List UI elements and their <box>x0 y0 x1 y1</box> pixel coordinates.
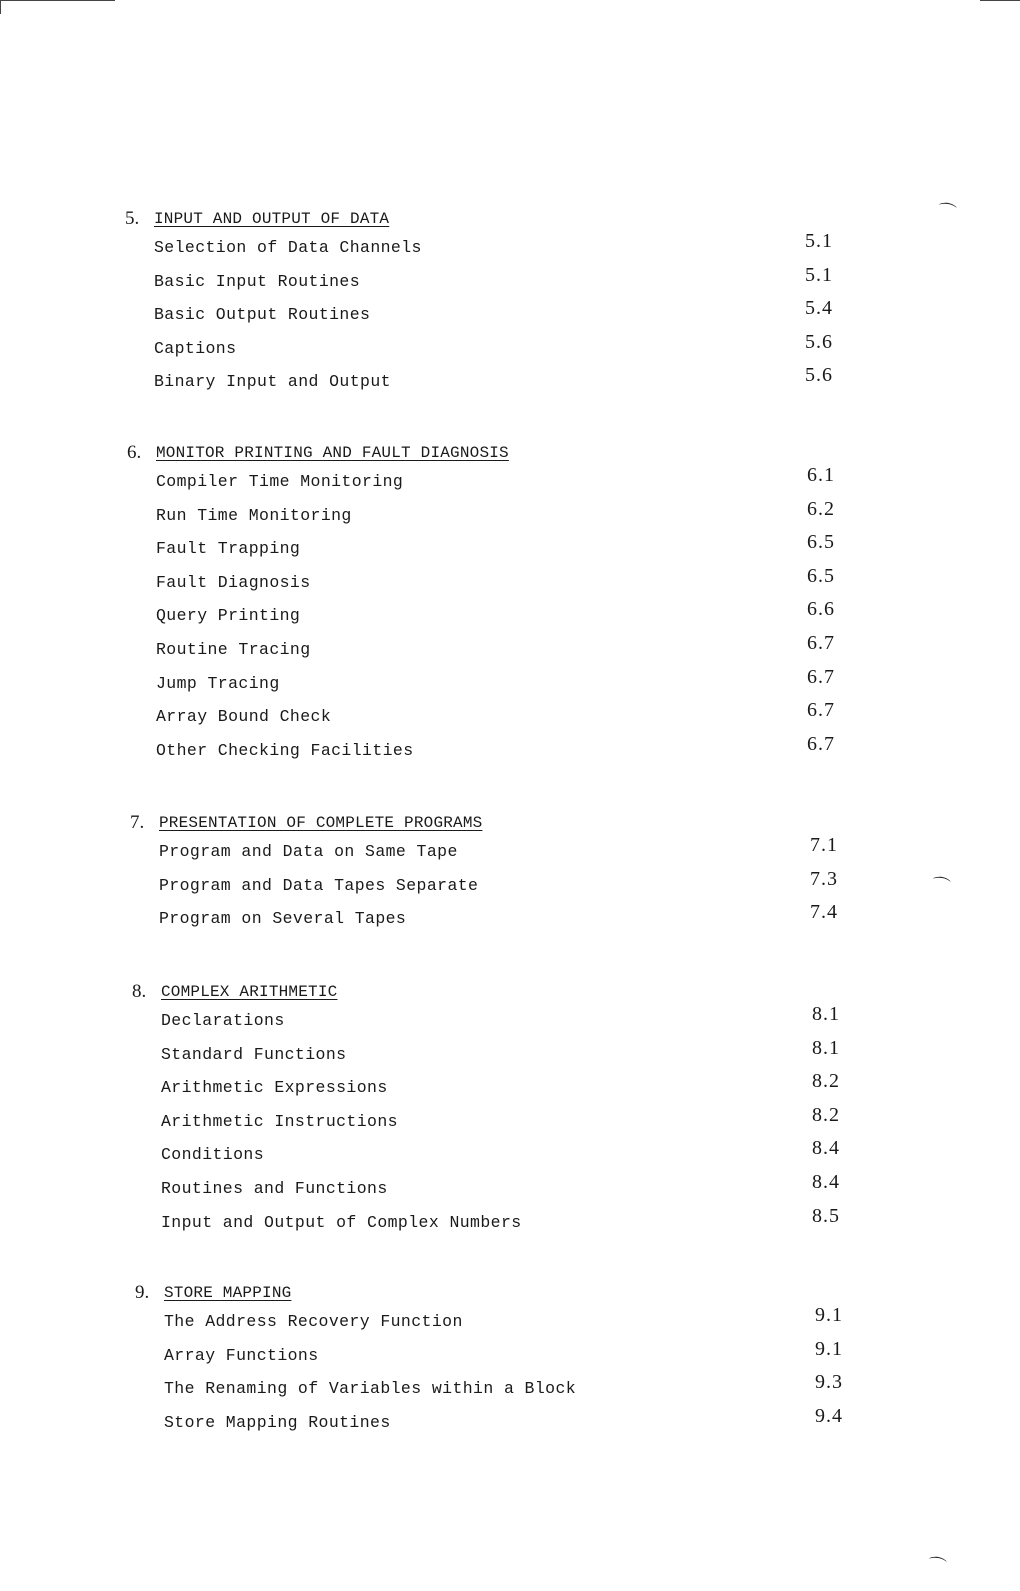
entry-label: Basic Output Routines <box>154 305 371 325</box>
toc-entry <box>125 263 885 302</box>
entry-page-number: 5.6 <box>805 330 833 353</box>
entry-label: Input and Output of Complex Numbers <box>161 1212 522 1232</box>
entry-page-number: 6.2 <box>807 497 835 520</box>
entry-label: Store Mapping Routines <box>164 1412 391 1432</box>
entry-label: Arithmetic Instructions <box>161 1111 398 1131</box>
entry-page-number: 5.6 <box>805 364 833 387</box>
entry-page-number: 6.7 <box>807 665 835 688</box>
entry-label: Routines and Functions <box>161 1178 388 1198</box>
toc-entry <box>125 230 885 268</box>
section-title: MONITOR PRINTING AND FAULT DIAGNOSIS <box>156 444 509 462</box>
entry-page-number: 6.1 <box>807 464 835 486</box>
toc-entry <box>127 665 887 704</box>
toc-entry <box>130 901 890 939</box>
scan-edge-line <box>980 0 1020 1</box>
toc-entry <box>127 464 887 502</box>
section-heading <box>125 204 885 234</box>
entry-page-number: 7.4 <box>810 901 838 924</box>
entry-label: Routine Tracing <box>156 639 311 659</box>
entry-page-number: 9.3 <box>815 1371 843 1394</box>
entry-label: Binary Input and Output <box>154 372 391 392</box>
toc-entry <box>132 1070 892 1108</box>
entry-label: Other Checking Facilities <box>156 740 414 760</box>
entry-label: The Address Recovery Function <box>164 1312 463 1331</box>
entry-page-number: 6.7 <box>807 699 835 722</box>
section-heading <box>135 1278 895 1308</box>
entry-page-number: 6.5 <box>807 564 835 587</box>
entry-page-number: 6.5 <box>807 531 835 554</box>
entry-page-number: 8.2 <box>812 1070 840 1093</box>
entry-page-number: 6.7 <box>807 732 835 755</box>
toc-entry <box>132 1204 892 1243</box>
entry-page-number: 8.4 <box>812 1170 840 1193</box>
toc-entry <box>135 1304 895 1342</box>
toc-entry <box>135 1337 895 1376</box>
entry-label: Program and Data Tapes Separate <box>159 875 479 895</box>
section-number: 9. <box>135 1282 150 1303</box>
entry-label: Fault Trapping <box>156 539 301 559</box>
toc-entry <box>125 297 885 335</box>
entry-label: Jump Tracing <box>156 673 280 693</box>
toc-entry <box>132 1170 892 1209</box>
section-title: STORE MAPPING <box>164 1284 292 1302</box>
entry-label: Compiler Time Monitoring <box>156 472 404 491</box>
toc-entry <box>127 531 887 569</box>
toc-section <box>135 1278 895 1442</box>
toc-section <box>127 438 887 770</box>
entry-page-number: 9.4 <box>815 1404 843 1427</box>
entry-page-number: 9.1 <box>815 1337 843 1360</box>
section-title: INPUT AND OUTPUT OF DATA <box>154 210 390 228</box>
toc-entry <box>130 834 890 872</box>
section-title: COMPLEX ARITHMETIC <box>161 983 338 1001</box>
toc-section <box>130 808 890 939</box>
section-heading <box>127 438 887 468</box>
entry-page-number: 8.5 <box>812 1204 840 1227</box>
entry-page-number: 8.4 <box>812 1137 840 1160</box>
margin-tick-mark: ⌒ <box>930 874 952 899</box>
section-heading <box>132 977 892 1007</box>
entry-label: Array Bound Check <box>156 707 332 727</box>
entry-page-number: 7.1 <box>810 834 838 856</box>
section-title: PRESENTATION OF COMPLETE PROGRAMS <box>159 814 483 832</box>
entry-label: Fault Diagnosis <box>156 572 311 592</box>
toc-entry <box>125 330 885 369</box>
entry-page-number: 9.1 <box>815 1304 843 1326</box>
toc-entry <box>125 364 885 402</box>
entry-label: Standard Functions <box>161 1044 347 1064</box>
section-number: 6. <box>127 442 142 463</box>
entry-page-number: 8.1 <box>812 1003 840 1025</box>
scan-edge-line <box>0 0 115 1</box>
entry-page-number: 8.2 <box>812 1103 840 1126</box>
entry-label: Program and Data on Same Tape <box>159 842 458 861</box>
entry-page-number: 6.6 <box>807 598 835 621</box>
entry-page-number: 8.1 <box>812 1036 840 1059</box>
toc-section <box>132 977 892 1242</box>
entry-label: Selection of Data Channels <box>154 238 422 257</box>
toc-entry <box>127 699 887 737</box>
entry-label: Run Time Monitoring <box>156 505 352 525</box>
margin-tick-mark: ⌒ <box>936 200 958 225</box>
toc-entry <box>127 564 887 603</box>
entry-label: Query Printing <box>156 606 301 626</box>
entry-page-number: 5.1 <box>805 230 833 252</box>
toc-entry <box>127 732 887 771</box>
section-number: 7. <box>130 812 145 833</box>
entry-label: Declarations <box>161 1011 285 1030</box>
scan-edge-line <box>0 0 1 14</box>
entry-page-number: 5.1 <box>805 263 833 286</box>
section-number: 5. <box>125 208 140 229</box>
entry-label: The Renaming of Variables within a Block <box>164 1379 577 1399</box>
toc-entry <box>132 1103 892 1142</box>
margin-tick-mark: ⌒ <box>926 1554 948 1579</box>
entry-label: Array Functions <box>164 1345 319 1365</box>
entry-label: Program on Several Tapes <box>159 909 407 929</box>
toc-entry <box>132 1003 892 1041</box>
entry-label: Conditions <box>161 1145 265 1165</box>
toc-entry <box>132 1137 892 1175</box>
toc-entry <box>127 497 887 536</box>
toc-entry <box>135 1371 895 1409</box>
toc-entry <box>130 867 890 906</box>
toc-entry <box>127 631 887 670</box>
toc-entry <box>127 598 887 636</box>
entry-label: Arithmetic Expressions <box>161 1078 388 1098</box>
entry-label: Basic Input Routines <box>154 271 361 291</box>
entry-page-number: 5.4 <box>805 297 833 320</box>
section-number: 8. <box>132 981 147 1002</box>
entry-label: Captions <box>154 338 237 358</box>
toc-section <box>125 204 885 402</box>
toc-entry <box>132 1036 892 1075</box>
section-heading <box>130 808 890 838</box>
entry-page-number: 7.3 <box>810 867 838 890</box>
toc-entry <box>135 1404 895 1443</box>
entry-page-number: 6.7 <box>807 631 835 654</box>
